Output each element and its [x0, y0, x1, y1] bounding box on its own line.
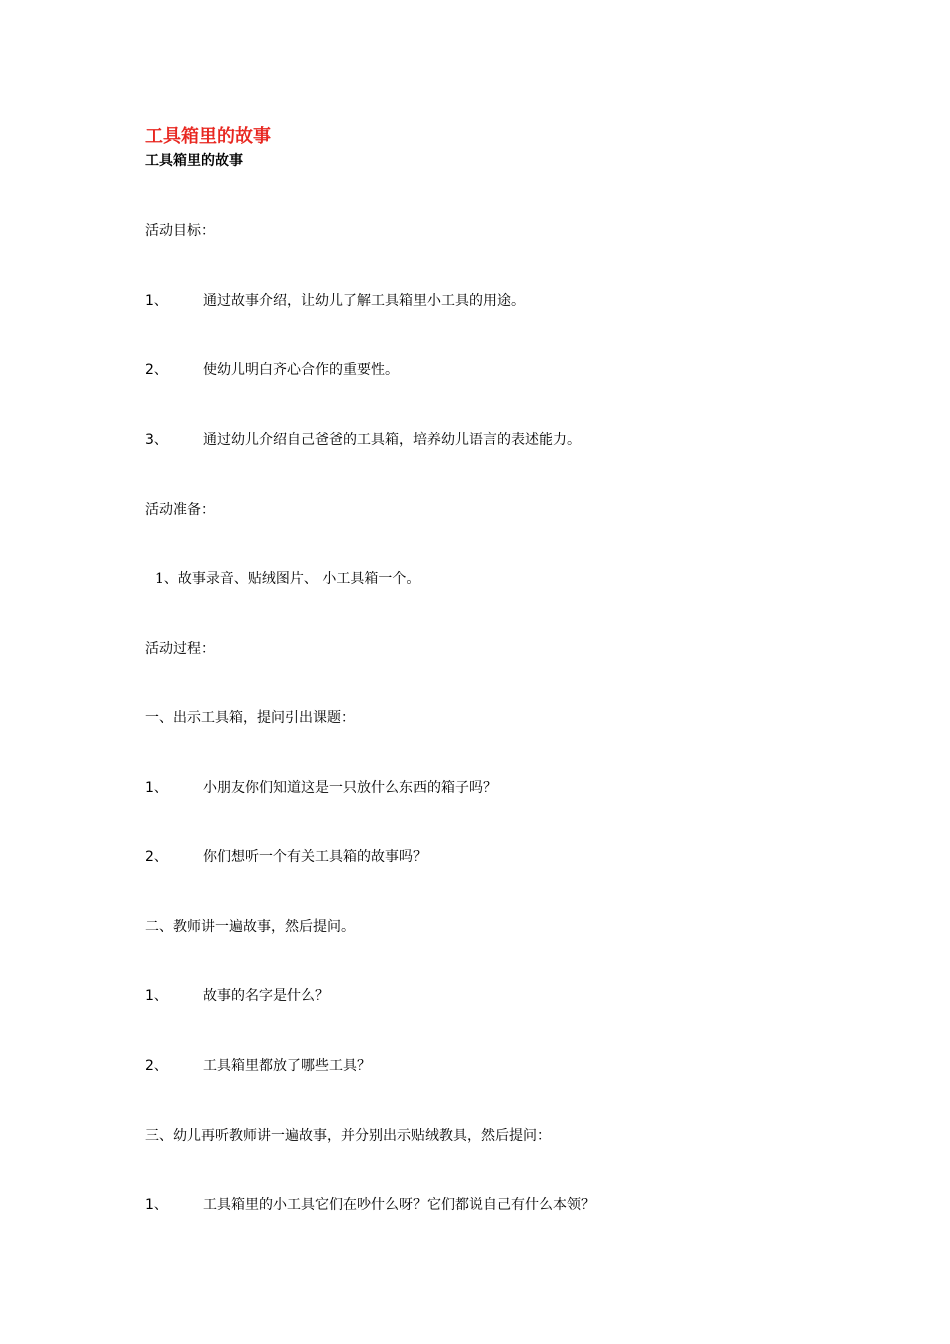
- prep-heading: 活动准备：: [145, 502, 215, 518]
- step3-text: 工具箱里的小工具它们在吵什么呀？它们都说自己有什么本领？: [203, 1197, 595, 1213]
- goals-heading: 活动目标：: [145, 223, 215, 239]
- step1-number: 2、: [145, 849, 168, 865]
- step2-heading: 二、教师讲一遍故事，然后提问。: [145, 919, 355, 935]
- step2-item: [145, 986, 329, 1006]
- prep-item: 1、故事录音、贴绒图片、 小工具箱一个。: [155, 571, 421, 587]
- step3-number: 1、: [145, 1197, 168, 1213]
- goal-text: 通过幼儿介绍自己爸爸的工具箱，培养幼儿语言的表述能力。: [203, 432, 581, 448]
- step1-item: [145, 847, 427, 867]
- goal-text: 使幼儿明白齐心合作的重要性。: [203, 362, 399, 378]
- goal-item: [145, 430, 581, 450]
- goal-number: 3、: [145, 432, 168, 448]
- step2-number: 2、: [145, 1058, 168, 1074]
- step1-text: 小朋友你们知道这是一只放什么东西的箱子吗？: [203, 780, 497, 796]
- step2-number: 1、: [145, 988, 168, 1004]
- step2-text: 故事的名字是什么？: [203, 988, 329, 1004]
- document-subtitle: 工具箱里的故事: [145, 153, 243, 169]
- goal-text: 通过故事介绍，让幼儿了解工具箱里小工具的用途。: [203, 293, 525, 309]
- step1-text: 你们想听一个有关工具箱的故事吗？: [203, 849, 427, 865]
- step1-item: [145, 778, 497, 798]
- step1-heading: 一、出示工具箱，提问引出课题：: [145, 710, 355, 726]
- step2-item: [145, 1056, 371, 1076]
- process-heading: 活动过程：: [145, 641, 215, 657]
- step1-number: 1、: [145, 780, 168, 796]
- goal-number: 2、: [145, 362, 168, 378]
- document-title: 工具箱里的故事: [145, 126, 271, 147]
- goal-item: [145, 360, 399, 380]
- step3-item: [145, 1195, 595, 1215]
- goal-number: 1、: [145, 293, 168, 309]
- step2-text: 工具箱里都放了哪些工具？: [203, 1058, 371, 1074]
- step3-heading: 三、幼儿再听教师讲一遍故事，并分别出示贴绒教具，然后提问：: [145, 1128, 551, 1144]
- goal-item: [145, 291, 525, 311]
